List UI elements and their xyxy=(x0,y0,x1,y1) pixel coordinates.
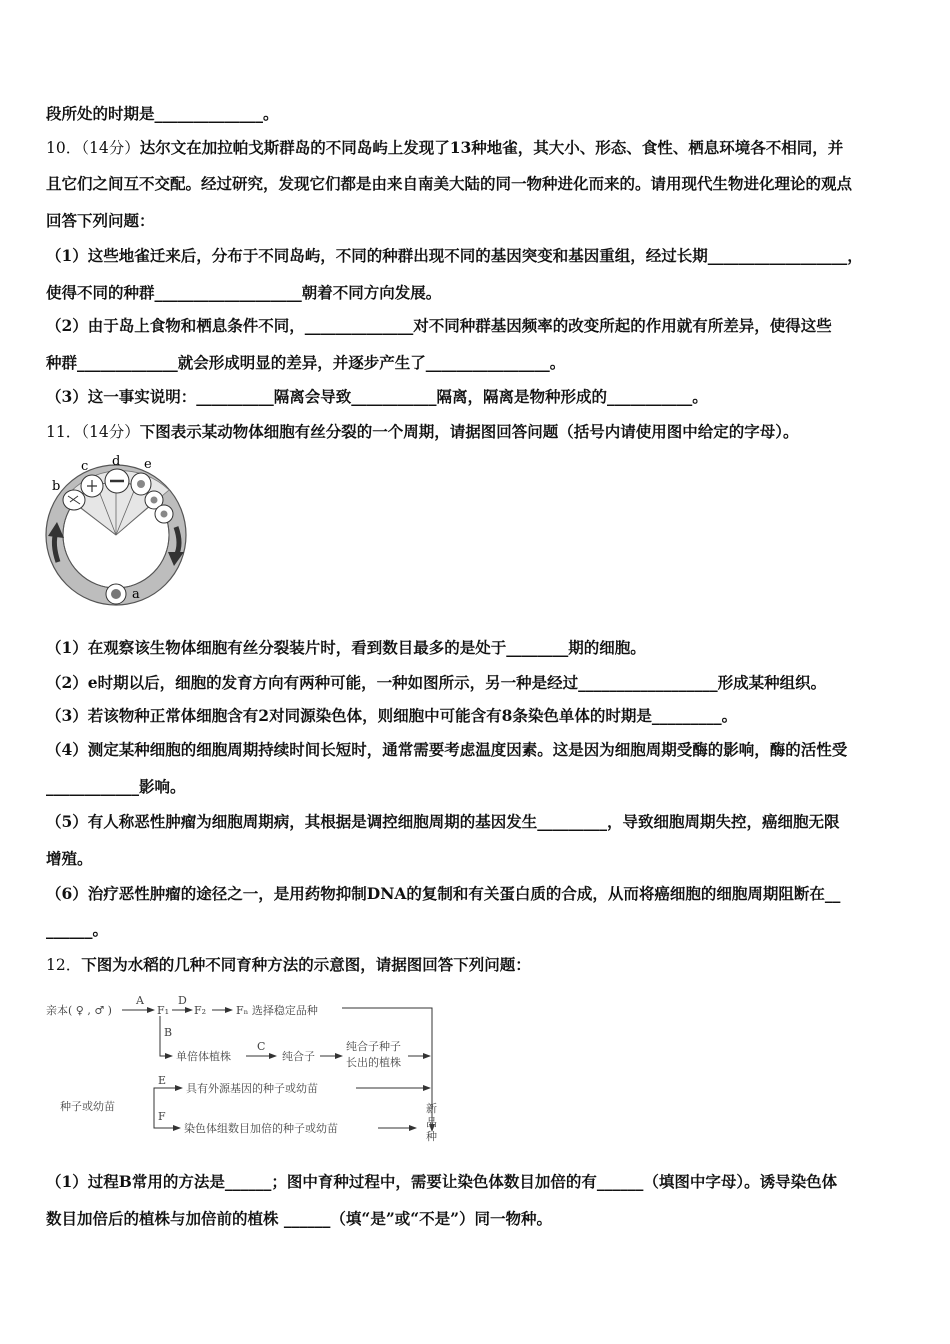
node-parent: 亲本( ♀ , ♂ ) xyxy=(46,1004,112,1017)
q12-line-1 xyxy=(46,955,531,975)
label-D: D xyxy=(178,994,187,1007)
q11-stem: 下图表示某动物体细胞有丝分裂的一个周期，请据图回答问题（括号内请使用图中给定的字母）。 xyxy=(139,422,799,441)
node-new-3: 种 xyxy=(426,1130,437,1143)
label-c: c xyxy=(81,459,89,474)
node-new-2: 品 xyxy=(426,1116,437,1129)
label-a: a xyxy=(132,587,140,602)
q10-stem-1: 达尔文在加拉帕戈斯群岛的不同岛屿上发现了13种地雀，其大小、形态、食性、栖息环境各不相同，并 xyxy=(139,138,844,157)
q11-sub5-b: 增殖。 xyxy=(46,849,93,868)
node-new-1: 新 xyxy=(426,1102,437,1115)
q9-tail: 段所处的时期是______________。 xyxy=(46,104,279,123)
label-e: e xyxy=(144,457,152,472)
node-double: 染色体组数目加倍的种子或幼苗 xyxy=(184,1122,338,1135)
q11-sub3: （3）若该物种正常体细胞含有2对同源染色体，则细胞中可能含有8条染色单体的时期是_________。 xyxy=(46,706,738,725)
label-b: b xyxy=(52,479,61,494)
q11-sub1: （1）在观察该生物体细胞有丝分裂装片时，看到数目最多的是处于________期的细胞。 xyxy=(46,638,646,657)
q11-sub5-a: （5）有人称恶性肿瘤为细胞周期病，其根据是调控细胞周期的基因发生_________，导致细胞周期失控，癌细胞无限 xyxy=(46,812,840,831)
q12-stem: 下图为水稻的几种不同育种方法的示意图，请据图回答下列问题： xyxy=(81,955,531,974)
node-pure-seed-2: 长出的植株 xyxy=(346,1056,401,1069)
node-seedling: 种子或幼苗 xyxy=(60,1100,115,1113)
q11-sub4-a: （4）测定某种细胞的细胞周期持续时间长短时，通常需要考虑温度因素。这是因为细胞周期受酶的影响，酶的活性受 xyxy=(46,740,848,759)
node-pure-seed-1: 纯合子种子 xyxy=(346,1040,401,1053)
q10-sub3: （3）这一事实说明：__________隔离会导致___________隔离，隔离是物种形成的___________。 xyxy=(46,387,708,406)
q10-number: 10． xyxy=(46,139,82,157)
label-F: F xyxy=(158,1110,166,1123)
q11-sub6-a: （6）治疗恶性肿瘤的途径之一，是用药物抑制DNA的复制和有关蛋白质的合成，从而将癌细胞的细胞周期阻断在__ xyxy=(46,884,841,903)
q12-sub1-b: 数目加倍后的植株与加倍前的植株 ______（填“是”或“不是”）同一物种。 xyxy=(46,1209,553,1228)
node-fn: Fₙ 选择稳定品种 xyxy=(236,1004,318,1017)
label-E: E xyxy=(158,1074,167,1087)
cell-cycle-figure xyxy=(44,452,194,610)
label-d: d xyxy=(112,454,121,469)
q10-line-3: 回答下列问题： xyxy=(46,211,155,230)
q10-line-1 xyxy=(46,138,843,158)
q11-sub2: （2）e时期以后，细胞的发育方向有两种可能，一种如图所示，另一种是经过__________________形成某种组织。 xyxy=(46,673,827,692)
q12-number: 12． xyxy=(46,956,82,974)
node-pure: 纯合子 xyxy=(282,1050,315,1063)
q12-sub1-a: （1）过程B常用的方法是______；图中育种过程中，需要让染色体数目加倍的有______（填图中字母）。诱导染色体 xyxy=(46,1172,838,1191)
label-C: C xyxy=(257,1040,266,1053)
node-f1: F₁ xyxy=(157,1004,170,1017)
q10-points: （14分） xyxy=(81,139,140,157)
label-A: A xyxy=(136,994,144,1007)
q10-sub1-a: （1）这些地雀迁来后，分布于不同岛屿，不同的种群出现不同的基因突变和基因重组，经过长期__________________， xyxy=(46,246,863,265)
q11-sub4-b: ____________影响。 xyxy=(46,777,186,796)
q11-points: （14分） xyxy=(81,423,140,441)
node-exo: 具有外源基因的种子或幼苗 xyxy=(186,1082,318,1095)
node-f2: F₂ xyxy=(194,1004,207,1017)
node-haploid: 单倍体植株 xyxy=(176,1050,231,1063)
q11-line-1 xyxy=(46,422,798,442)
q10-sub2-b: 种群_____________就会形成明显的差异，并逐步产生了________________。 xyxy=(46,353,566,372)
q10-line-2: 且它们之间互不交配。经过研究，发现它们都是由来自南美大陆的同一物种进化而来的。请用现代生物进化理论的观点 xyxy=(46,174,853,193)
q11-sub6-b: ______。 xyxy=(46,920,109,939)
q11-number: 11． xyxy=(46,423,82,441)
q10-sub2-a: （2）由于岛上食物和栖息条件不同，______________对不同种群基因频率的改变所起的作用就有所差异，使得这些 xyxy=(46,316,832,335)
breeding-diagram xyxy=(44,986,464,1146)
q10-sub1-b: 使得不同的种群___________________朝着不同方向发展。 xyxy=(46,283,442,302)
label-B: B xyxy=(164,1026,173,1039)
